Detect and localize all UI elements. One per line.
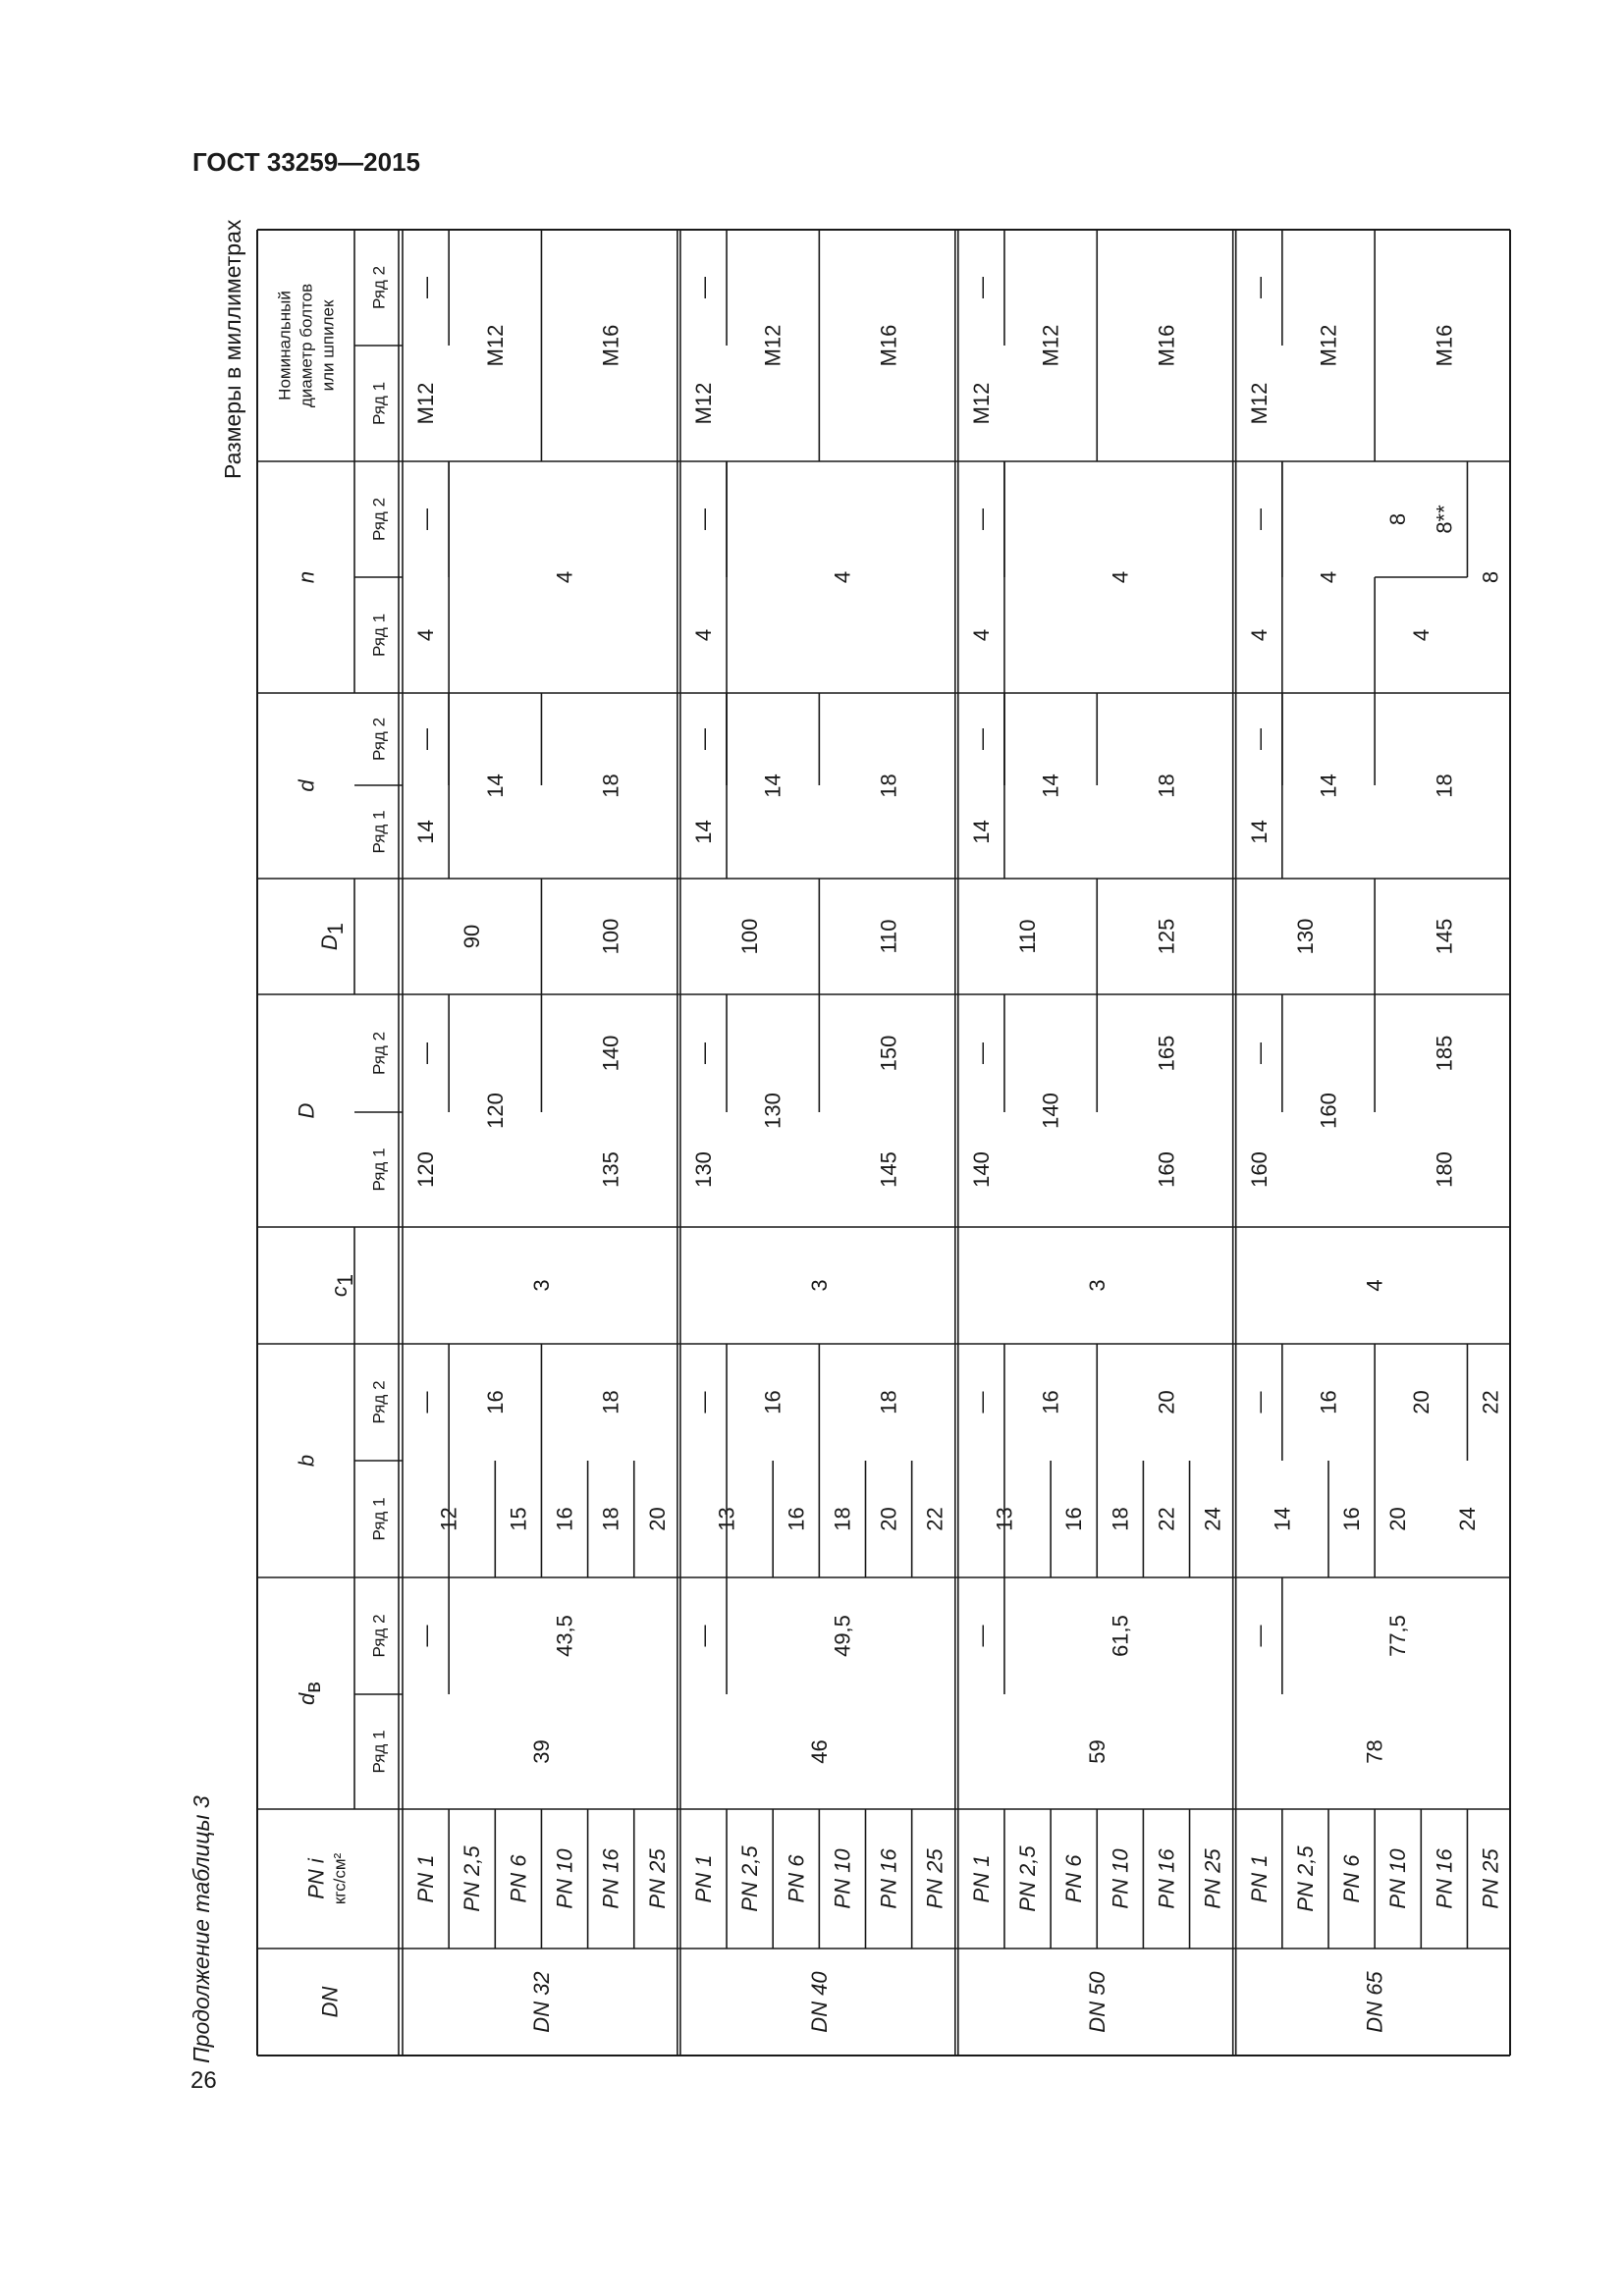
group1-D1-1: 100 — [598, 918, 623, 955]
group1-b-r1-0: 12 — [436, 1507, 461, 1531]
group3-dv-r2-0: — — [968, 1625, 994, 1647]
group4-dv-r2-0: — — [1246, 1625, 1272, 1647]
group3-n-r2-1: 4 — [1108, 570, 1133, 584]
group2-pn-5: PN 25 — [922, 1848, 947, 1909]
group3-D-r2-1: 140 — [1038, 1093, 1063, 1129]
group4-b-r1-1: 16 — [1339, 1507, 1365, 1531]
header-pn-unit: кгс/см² — [330, 1852, 350, 1905]
group4-bolt-r2-1: M12 — [1316, 324, 1341, 367]
group2-n-r2-1: 4 — [830, 570, 855, 584]
group2-d-r2-2: 18 — [876, 774, 901, 798]
group1-D-r1-1: 135 — [598, 1151, 623, 1188]
header-pn: PN i — [303, 1858, 329, 1899]
group2-pn-4: PN 16 — [876, 1848, 901, 1909]
group3-n-r2-0: — — [968, 508, 994, 530]
header-row2-4: Ряд 2 — [369, 497, 389, 542]
header-row1-5: Ряд 1 — [369, 381, 389, 426]
group2-b-r2-0: — — [691, 1391, 716, 1414]
group2-dv-r1: 46 — [806, 1739, 832, 1764]
group4-pn-0: PN 1 — [1246, 1854, 1272, 1903]
group2-bolt-r2-2: M16 — [876, 324, 901, 367]
group2-D1-0: 100 — [737, 918, 763, 955]
group1-d-r2-0: — — [413, 728, 439, 750]
group1-d-r2-1: 14 — [482, 774, 508, 798]
header-D1: D1 — [316, 922, 348, 951]
group3-n-r1-0: 4 — [968, 628, 994, 642]
group3-b-r2-0: — — [968, 1391, 994, 1414]
group4-d-r1-0: 14 — [1246, 820, 1272, 844]
group2-dn: DN 40 — [806, 1971, 832, 2033]
group3-bolt-r2-0: — — [968, 277, 994, 298]
group4-dv-r2-1: 77,5 — [1385, 1615, 1411, 1657]
group1-d-r1-0: 14 — [413, 820, 439, 844]
group4-n-r2-0: — — [1246, 508, 1272, 530]
group3-bolt-r2-1: M12 — [1038, 324, 1063, 367]
group4-n-r2-3: 8** — [1432, 505, 1457, 534]
group3-pn-0: PN 1 — [968, 1854, 994, 1903]
group3-bolt-r2-2: M16 — [1154, 324, 1179, 367]
group2-D-r2-2: 150 — [876, 1035, 901, 1072]
group3-b-r1-3: 22 — [1154, 1507, 1179, 1531]
group1-D-r2-1: 120 — [482, 1093, 508, 1129]
group4-pn-5: PN 25 — [1478, 1848, 1503, 1909]
group3-bolt-r1-0: M12 — [968, 382, 994, 425]
group1-D-r2-2: 140 — [598, 1035, 623, 1072]
group4-dv-r1: 78 — [1362, 1739, 1387, 1764]
group2-dv-r2-0: — — [691, 1625, 716, 1647]
group1-pn-2: PN 6 — [506, 1854, 531, 1903]
group4-D1-1: 145 — [1432, 918, 1457, 955]
header-c1: c1 — [326, 1273, 357, 1298]
group2-d-r2-1: 14 — [760, 774, 785, 798]
group4-bolt-r1-0: M12 — [1246, 382, 1272, 425]
group1-D1-0: 90 — [460, 924, 485, 949]
group3-pn-5: PN 25 — [1200, 1848, 1225, 1909]
header-row2-0: Ряд 2 — [369, 1614, 389, 1658]
group1-dv-r2-0: — — [413, 1625, 439, 1647]
page-number: 26 — [190, 2067, 217, 2094]
group4-b-r2-3: 22 — [1478, 1390, 1503, 1415]
group4-pn-4: PN 16 — [1432, 1848, 1457, 1909]
group4-b-r1-3: 24 — [1454, 1507, 1480, 1531]
group1-bolt-r2-2: M16 — [598, 324, 623, 367]
group1-dv-r2-1: 43,5 — [552, 1615, 577, 1657]
group1-pn-4: PN 16 — [598, 1848, 623, 1909]
group1-D-r1-0: 120 — [413, 1151, 439, 1188]
group4-n-r1-2: 8 — [1478, 570, 1503, 584]
group1-pn-1: PN 2,5 — [460, 1845, 485, 1912]
group2-b-r1-1: 16 — [784, 1507, 809, 1531]
group1-b-r1-4: 20 — [644, 1507, 670, 1531]
group2-pn-1: PN 2,5 — [737, 1845, 763, 1912]
group3-dv-r1: 59 — [1084, 1739, 1110, 1764]
group4-n-r1-1: 4 — [1408, 628, 1434, 642]
group3-pn-2: PN 6 — [1061, 1854, 1087, 1903]
group1-b-r2-2: 18 — [598, 1390, 623, 1415]
header-bolt-1: Номинальный — [275, 291, 295, 400]
group2-n-r1-0: 4 — [691, 628, 716, 642]
group2-d-r2-0: — — [691, 728, 716, 750]
group3-b-r1-0: 13 — [992, 1507, 1017, 1531]
group4-d-r2-1: 14 — [1316, 774, 1341, 798]
group2-D-r1-0: 130 — [691, 1151, 716, 1188]
group1-pn-3: PN 10 — [552, 1848, 577, 1909]
group3-dv-r2-1: 61,5 — [1108, 1615, 1133, 1657]
header-d: d — [294, 779, 319, 792]
group2-d-r1-0: 14 — [691, 820, 716, 844]
group1-bolt-r1-0: M12 — [413, 382, 439, 425]
group4-n-r1-0: 4 — [1246, 628, 1272, 642]
group4-n-r2-1: 4 — [1316, 570, 1341, 584]
group4-pn-2: PN 6 — [1339, 1854, 1365, 1903]
group1-bolt-r2-1: M12 — [482, 324, 508, 367]
group2-b-r1-2: 18 — [830, 1507, 855, 1531]
header-row2-3: Ряд 2 — [369, 717, 389, 762]
header-row2-2: Ряд 2 — [369, 1031, 389, 1076]
group1-n-r1-0: 4 — [413, 628, 439, 642]
group4-d-r2-0: — — [1246, 728, 1272, 750]
group2-pn-3: PN 10 — [830, 1848, 855, 1909]
header-row1-2: Ряд 1 — [369, 1148, 389, 1192]
group4-D-r2-1: 160 — [1316, 1093, 1341, 1129]
group3-pn-1: PN 2,5 — [1015, 1845, 1040, 1912]
group3-D-r2-2: 165 — [1154, 1035, 1179, 1072]
group1-b-r1-1: 15 — [506, 1507, 531, 1531]
group2-b-r1-0: 13 — [714, 1507, 739, 1531]
group3-c1: 3 — [1084, 1279, 1110, 1292]
group4-b-r2-0: — — [1246, 1391, 1272, 1414]
group2-n-r2-0: — — [691, 508, 716, 530]
group1-b-r1-2: 16 — [552, 1507, 577, 1531]
group3-D-r1-0: 140 — [968, 1151, 994, 1188]
group2-pn-2: PN 6 — [784, 1854, 809, 1903]
group3-d-r2-0: — — [968, 728, 994, 750]
group2-D-r2-0: — — [691, 1042, 716, 1064]
group2-bolt-r2-0: — — [691, 277, 716, 298]
group4-pn-3: PN 10 — [1385, 1848, 1411, 1909]
header-row2-1: Ряд 2 — [369, 1380, 389, 1424]
group3-b-r1-2: 18 — [1108, 1507, 1133, 1531]
group1-d-r2-2: 18 — [598, 774, 623, 798]
table-grid — [257, 230, 1510, 2056]
group2-bolt-r2-1: M12 — [760, 324, 785, 367]
group3-pn-4: PN 16 — [1154, 1848, 1179, 1909]
group2-b-r1-4: 22 — [922, 1507, 947, 1531]
group1-pn-0: PN 1 — [413, 1854, 439, 1903]
header-row1-1: Ряд 1 — [369, 1497, 389, 1541]
group4-D-r2-2: 185 — [1432, 1035, 1457, 1072]
group4-D-r1-1: 180 — [1432, 1151, 1457, 1188]
group4-D-r2-0: — — [1246, 1042, 1272, 1064]
header-row2-5: Ряд 2 — [369, 265, 389, 310]
group3-pn-3: PN 10 — [1108, 1848, 1133, 1909]
group2-dv-r2-1: 49,5 — [830, 1615, 855, 1657]
group3-b-r2-1: 16 — [1038, 1390, 1063, 1415]
group1-n-r2-1: 4 — [552, 570, 577, 584]
group4-d-r2-2: 18 — [1432, 774, 1457, 798]
header-bolt-3: или шпилек — [318, 299, 338, 392]
group2-pn-0: PN 1 — [691, 1854, 716, 1903]
group3-dn: DN 50 — [1084, 1971, 1110, 2033]
header-row1-4: Ряд 1 — [369, 613, 389, 658]
group3-D-r1-1: 160 — [1154, 1151, 1179, 1188]
table-caption: Продолжение таблицы 3 — [189, 1795, 214, 2063]
group4-c1: 4 — [1362, 1279, 1387, 1292]
group1-bolt-r2-0: — — [413, 277, 439, 298]
header-n: n — [294, 570, 319, 584]
header-D: D — [294, 1102, 319, 1119]
group3-D1-1: 125 — [1154, 918, 1179, 955]
group1-b-r2-0: — — [413, 1391, 439, 1414]
group4-D-r1-0: 160 — [1246, 1151, 1272, 1188]
group4-n-r2-2: 8 — [1385, 512, 1411, 526]
group3-D-r2-0: — — [968, 1042, 994, 1064]
group4-bolt-r2-2: M16 — [1432, 324, 1457, 367]
group2-b-r1-3: 20 — [876, 1507, 901, 1531]
group2-c1: 3 — [806, 1279, 832, 1292]
group4-D1-0: 130 — [1292, 918, 1318, 955]
group2-D-r2-1: 130 — [760, 1093, 785, 1129]
header-row1-0: Ряд 1 — [369, 1730, 389, 1774]
group4-pn-1: PN 2,5 — [1292, 1845, 1318, 1912]
group4-b-r1-2: 20 — [1385, 1507, 1411, 1531]
group3-b-r1-4: 24 — [1200, 1507, 1225, 1531]
table-cells — [276, 266, 1503, 2033]
group1-n-r2-0: — — [413, 508, 439, 530]
group1-dn: DN 32 — [529, 1971, 554, 2033]
group3-b-r1-1: 16 — [1061, 1507, 1087, 1531]
group2-b-r2-1: 16 — [760, 1390, 785, 1415]
group4-b-r2-1: 16 — [1316, 1390, 1341, 1415]
group2-b-r2-2: 18 — [876, 1390, 901, 1415]
header-row1-3: Ряд 1 — [369, 810, 389, 854]
group2-bolt-r1-0: M12 — [691, 382, 716, 425]
group1-pn-5: PN 25 — [644, 1848, 670, 1909]
document-code: ГОСТ 33259—2015 — [192, 147, 420, 177]
group1-b-r1-3: 18 — [598, 1507, 623, 1531]
group4-b-r2-2: 20 — [1408, 1390, 1434, 1415]
group1-dv-r1: 39 — [529, 1739, 554, 1764]
header-bolt-2: диаметр болтов — [297, 283, 316, 408]
header-dn: DN — [317, 1986, 343, 2018]
group4-dn: DN 65 — [1362, 1971, 1387, 2033]
group4-b-r1-0: 14 — [1270, 1507, 1295, 1531]
group1-c1: 3 — [529, 1279, 554, 1292]
group3-d-r2-1: 14 — [1038, 774, 1063, 798]
group1-D-r2-0: — — [413, 1042, 439, 1064]
group3-b-r2-2: 20 — [1154, 1390, 1179, 1415]
group3-D1-0: 110 — [1015, 919, 1040, 954]
group3-d-r1-0: 14 — [968, 820, 994, 844]
group3-d-r2-2: 18 — [1154, 774, 1179, 798]
units-note: Размеры в миллиметрах — [220, 219, 245, 479]
group2-D-r1-1: 145 — [876, 1151, 901, 1188]
group1-b-r2-1: 16 — [482, 1390, 508, 1415]
header-dv: dв — [294, 1682, 325, 1705]
group4-bolt-r2-0: — — [1246, 277, 1272, 298]
header-b: b — [294, 1454, 319, 1468]
group2-D1-1: 110 — [876, 919, 901, 954]
